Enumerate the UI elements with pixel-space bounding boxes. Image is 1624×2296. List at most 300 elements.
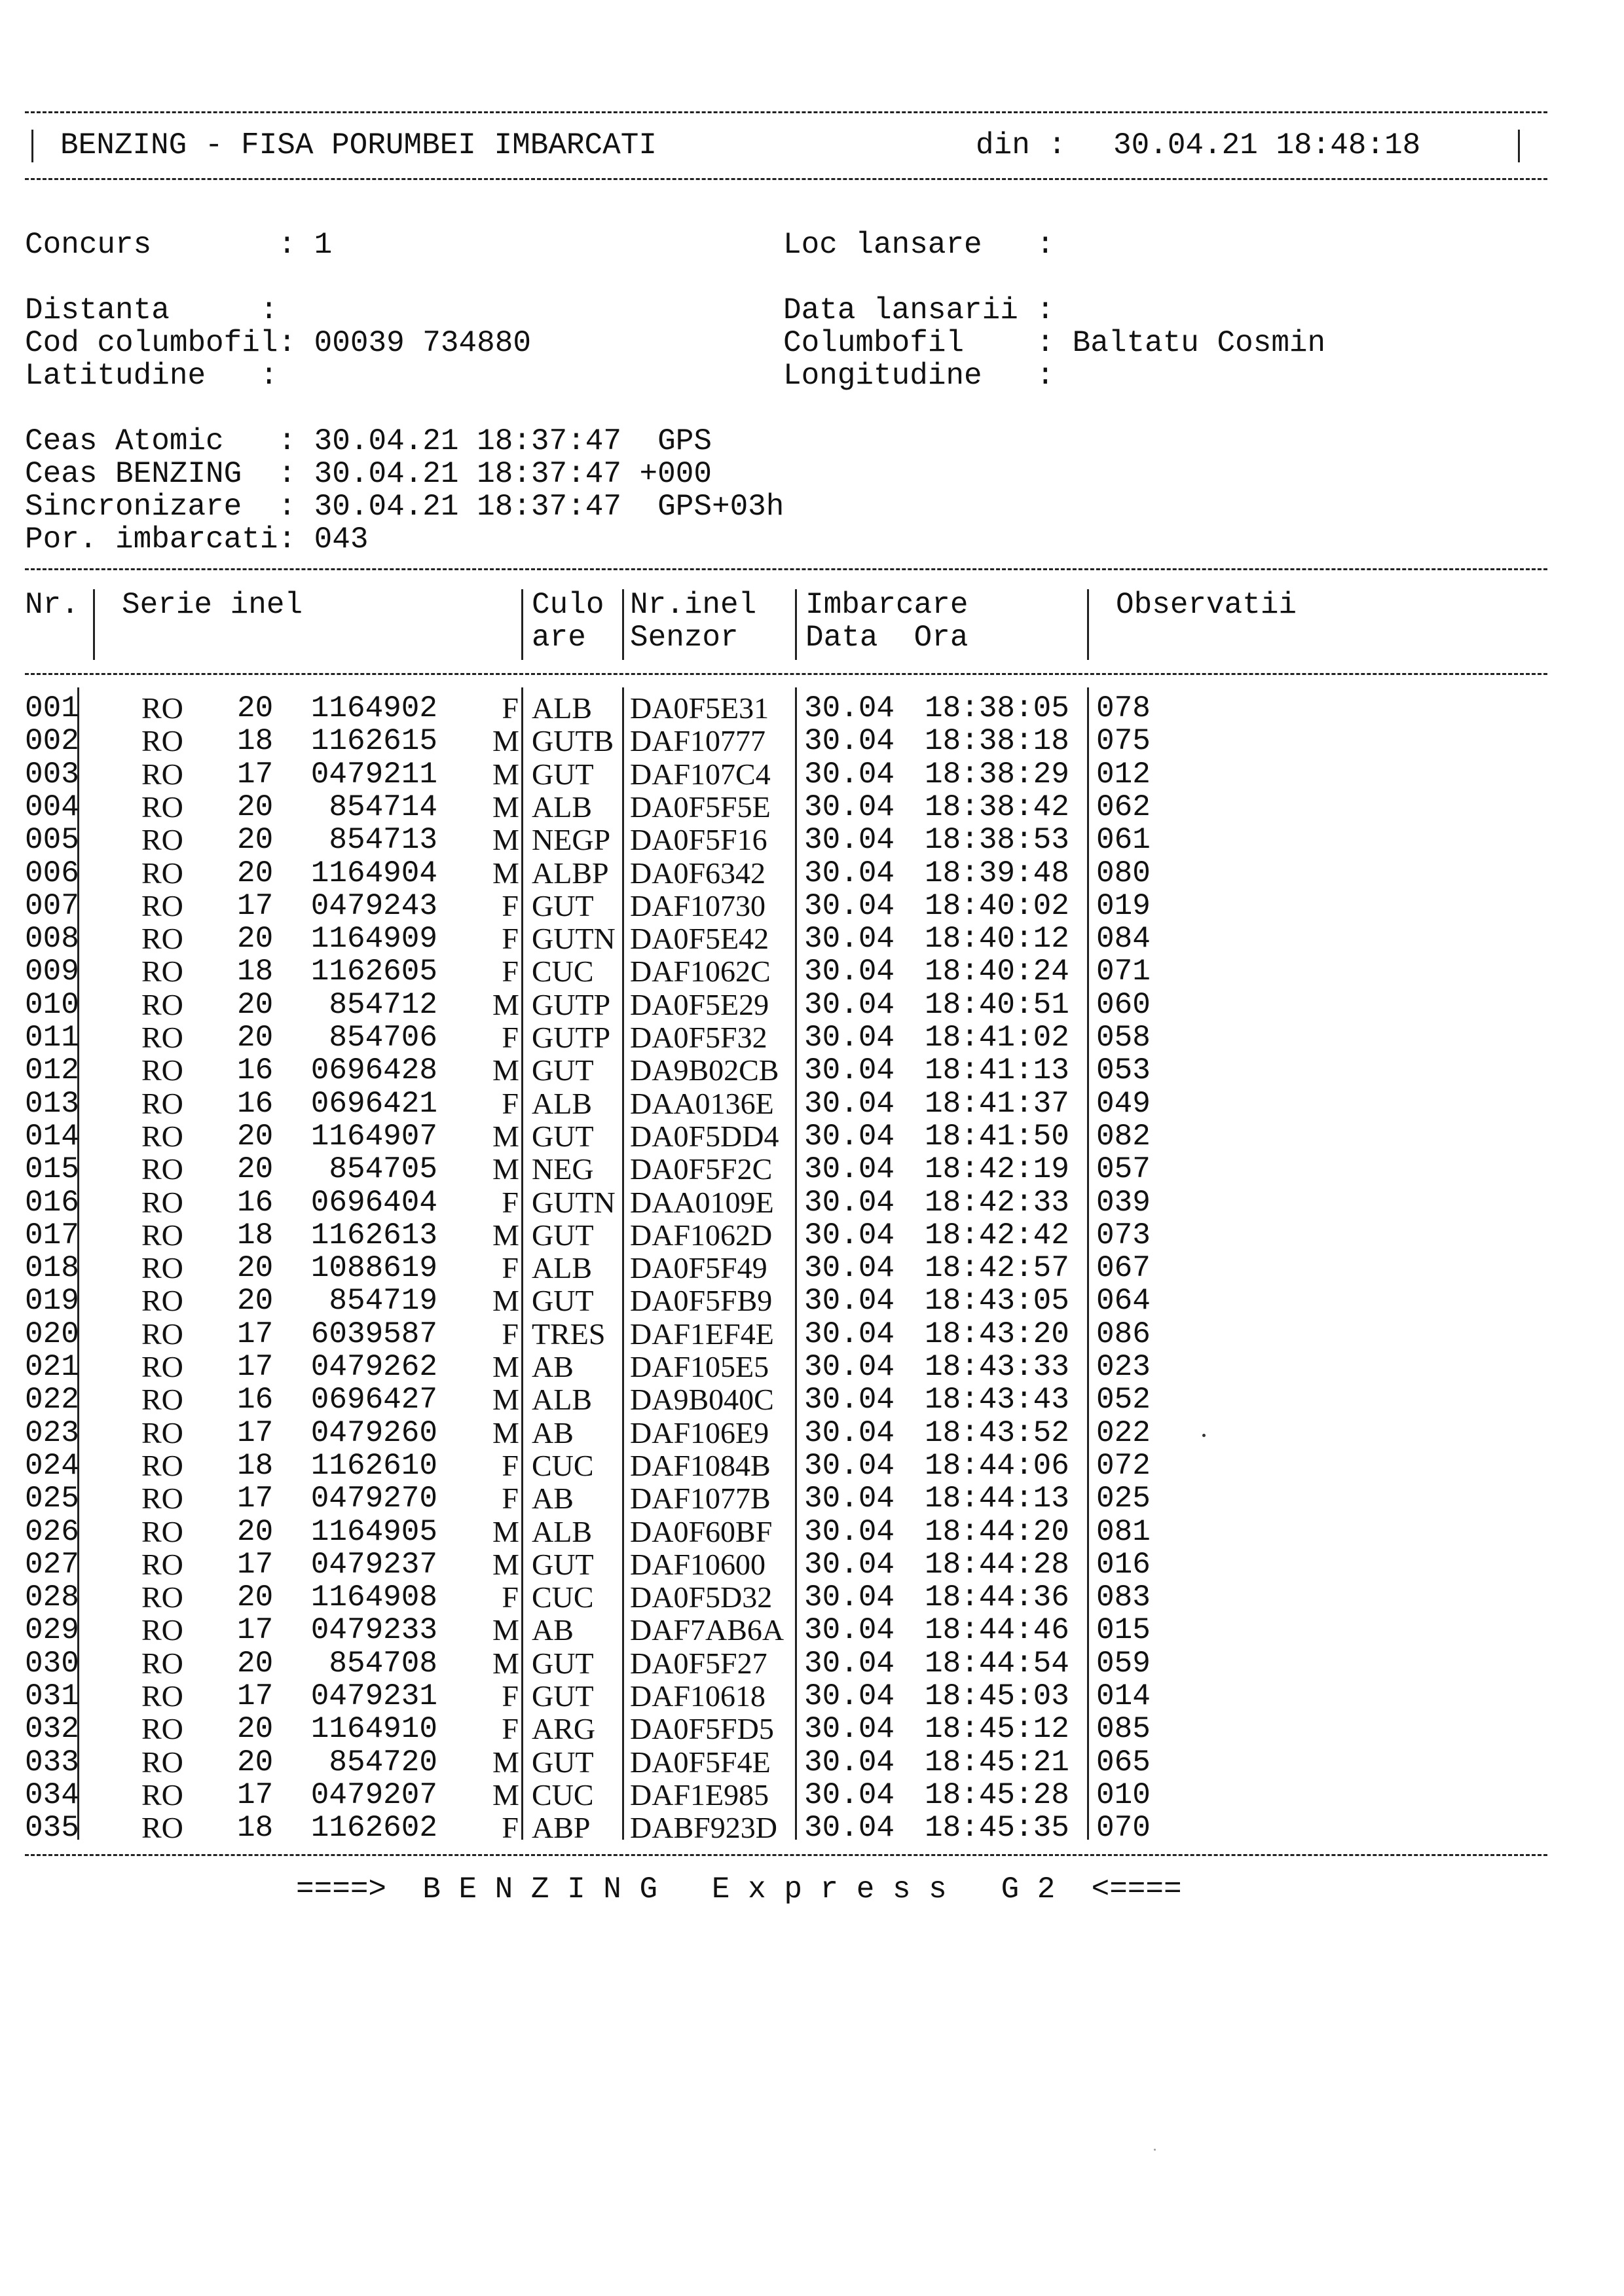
- cell-senzor: DA0F5E29: [630, 987, 769, 1021]
- cell-culoare: ALB: [532, 1251, 592, 1285]
- cell-an: 20: [237, 1514, 274, 1549]
- cell-tara: RO: [141, 1547, 183, 1581]
- cell-an: 17: [237, 1547, 274, 1582]
- col-nr-header: Nr.: [25, 588, 79, 622]
- cell-inel: 1164904: [310, 856, 437, 890]
- cell-inel: 854719: [329, 1284, 437, 1319]
- cell-inel: 854705: [329, 1152, 437, 1187]
- cell-sex: F: [502, 1317, 519, 1351]
- cell-culoare: ARG: [532, 1712, 596, 1746]
- cell-culoare: GUT: [532, 1218, 594, 1252]
- cell-inel: 0479270: [310, 1482, 437, 1516]
- cell-sex: M: [492, 823, 519, 857]
- cell-culoare: GUT: [532, 1745, 594, 1779]
- cell-an: 20: [237, 1712, 274, 1747]
- cell-senzor: DAF107C4: [630, 757, 771, 791]
- cell-data: 30.04: [804, 1613, 895, 1648]
- cell-culoare: GUTN: [532, 1185, 616, 1219]
- cell-sex: M: [492, 1547, 519, 1581]
- cell-nr: 004: [25, 790, 79, 824]
- cell-senzor: DA0F5FD5: [630, 1712, 774, 1746]
- cell-obs: 065: [1096, 1745, 1151, 1779]
- cell-tara: RO: [141, 1415, 183, 1449]
- cell-obs: 014: [1096, 1679, 1151, 1713]
- cell-tara: RO: [141, 1448, 183, 1482]
- cell-senzor: DA0F5F4E: [630, 1745, 771, 1779]
- cell-culoare: ALB: [532, 1514, 592, 1548]
- cell-an: 20: [237, 1580, 274, 1615]
- cell-culoare: CUC: [532, 1448, 594, 1482]
- cell-nr: 024: [25, 1448, 79, 1483]
- cell-senzor: DA0F5F32: [630, 1021, 767, 1054]
- cell-data: 30.04: [804, 856, 895, 890]
- cell-nr: 013: [25, 1086, 79, 1121]
- cell-an: 20: [237, 1021, 274, 1055]
- cell-obs: 053: [1096, 1053, 1151, 1088]
- cell-data: 30.04: [804, 790, 895, 824]
- cell-inel: 1164907: [310, 1119, 437, 1154]
- cell-senzor: DAF1E985: [630, 1777, 769, 1812]
- cell-inel: 0696404: [310, 1185, 437, 1220]
- cell-culoare: AB: [532, 1415, 574, 1449]
- report-datetime: 30.04.21 18:48:18: [1113, 128, 1421, 162]
- cell-ora: 18:43:20: [925, 1317, 1069, 1351]
- cell-senzor: DA0F5E42: [630, 922, 769, 956]
- cell-an: 17: [237, 1482, 274, 1516]
- cell-data: 30.04: [804, 1415, 895, 1450]
- cell-nr: 016: [25, 1185, 79, 1220]
- cell-senzor: DAA0109E: [630, 1185, 774, 1219]
- cell-data: 30.04: [804, 1218, 895, 1252]
- cell-obs: 080: [1096, 856, 1151, 890]
- col-data-ora-header: Data Ora: [805, 621, 969, 655]
- cell-tara: RO: [141, 1317, 183, 1351]
- cell-data: 30.04: [804, 922, 895, 957]
- cell-senzor: DA0F5E31: [630, 691, 769, 725]
- cell-data: 30.04: [804, 1119, 895, 1154]
- cell-sex: F: [502, 1712, 519, 1746]
- cell-sex: F: [502, 1251, 519, 1285]
- cell-culoare: GUT: [532, 1284, 594, 1318]
- col-imbarcare-header: Imbarcare: [805, 588, 969, 622]
- latitudine-field: Latitudine :: [25, 359, 278, 393]
- cell-nr: 026: [25, 1514, 79, 1549]
- cell-tara: RO: [141, 1482, 183, 1516]
- cell-obs: 067: [1096, 1251, 1151, 1286]
- cell-tara: RO: [141, 1086, 183, 1120]
- divider: [25, 568, 1547, 570]
- cell-nr: 019: [25, 1284, 79, 1319]
- cell-senzor: DAF106E9: [630, 1415, 769, 1449]
- scan-speck: [1202, 1434, 1206, 1437]
- cell-obs: 025: [1096, 1482, 1151, 1516]
- cell-culoare: GUTN: [532, 922, 616, 956]
- cell-ora: 18:41:50: [925, 1119, 1069, 1154]
- cell-data: 30.04: [804, 1317, 895, 1351]
- cell-ora: 18:43:43: [925, 1383, 1069, 1417]
- cell-nr: 010: [25, 987, 79, 1022]
- cell-inel: 0479243: [310, 888, 437, 923]
- cell-nr: 001: [25, 691, 79, 725]
- cell-tara: RO: [141, 1383, 183, 1417]
- cell-ora: 18:44:28: [925, 1547, 1069, 1582]
- cell-sex: F: [502, 1021, 519, 1054]
- cell-sex: M: [492, 856, 519, 890]
- cell-tara: RO: [141, 1646, 183, 1680]
- cell-ora: 18:38:05: [925, 691, 1069, 725]
- cell-inel: 0479237: [310, 1547, 437, 1582]
- cell-senzor: DA0F5F5E: [630, 790, 771, 824]
- cell-senzor: DAF1077B: [630, 1482, 771, 1516]
- cell-inel: 1162610: [310, 1448, 437, 1483]
- cell-senzor: DA0F60BF: [630, 1514, 773, 1548]
- cell-culoare: GUTB: [532, 724, 614, 758]
- cell-inel: 0696421: [310, 1086, 437, 1121]
- vertical-rule: [31, 130, 33, 162]
- cell-tara: RO: [141, 1185, 183, 1219]
- cell-senzor: DA0F5FB9: [630, 1284, 773, 1318]
- cell-data: 30.04: [804, 757, 895, 792]
- cell-culoare: GUT: [532, 1547, 594, 1581]
- cell-inel: 0479211: [310, 757, 437, 792]
- cell-nr: 014: [25, 1119, 79, 1154]
- cell-sex: F: [502, 691, 519, 725]
- cell-inel: 854714: [329, 790, 437, 824]
- loc-lansare-field: Loc lansare :: [783, 228, 1055, 262]
- cell-obs: 064: [1096, 1284, 1151, 1319]
- cell-nr: 023: [25, 1415, 79, 1450]
- cell-obs: 086: [1096, 1317, 1151, 1351]
- cell-senzor: DA9B02CB: [630, 1053, 779, 1087]
- cell-tara: RO: [141, 1284, 183, 1318]
- cell-data: 30.04: [804, 1251, 895, 1286]
- cell-senzor: DA0F5DD4: [630, 1119, 779, 1153]
- column-rule: [1087, 589, 1089, 660]
- cell-data: 30.04: [804, 1580, 895, 1615]
- cell-nr: 006: [25, 856, 79, 890]
- cell-inel: 854720: [329, 1745, 437, 1779]
- cell-obs: 078: [1096, 691, 1151, 725]
- cell-data: 30.04: [804, 1547, 895, 1582]
- cell-senzor: DA0F5F2C: [630, 1152, 773, 1186]
- cell-ora: 18:45:35: [925, 1811, 1069, 1846]
- cell-culoare: ALB: [532, 790, 592, 824]
- cell-nr: 007: [25, 888, 79, 923]
- cell-ora: 18:40:02: [925, 888, 1069, 923]
- cell-culoare: GUT: [532, 1679, 594, 1713]
- cell-data: 30.04: [804, 724, 895, 759]
- cell-obs: 071: [1096, 955, 1151, 989]
- cell-data: 30.04: [804, 1284, 895, 1319]
- cell-inel: 6039587: [310, 1317, 437, 1351]
- column-rule: [795, 589, 797, 660]
- cell-ora: 18:40:12: [925, 922, 1069, 957]
- cell-tara: RO: [141, 1777, 183, 1812]
- cell-obs: 075: [1096, 724, 1151, 759]
- cell-sex: M: [492, 987, 519, 1021]
- cell-ora: 18:45:12: [925, 1712, 1069, 1747]
- cell-senzor: DAF10618: [630, 1679, 766, 1713]
- cell-tara: RO: [141, 1251, 183, 1285]
- cell-senzor: DA0F5D32: [630, 1580, 773, 1614]
- cell-nr: 003: [25, 757, 79, 792]
- cell-sex: M: [492, 1053, 519, 1087]
- cell-culoare: NEG: [532, 1152, 594, 1186]
- col-nr-inel-header: Nr.inel: [630, 588, 757, 622]
- cell-inel: 1164908: [310, 1580, 437, 1615]
- cell-obs: 083: [1096, 1580, 1151, 1615]
- cell-inel: 0479231: [310, 1679, 437, 1713]
- cell-data: 30.04: [804, 888, 895, 923]
- cell-tara: RO: [141, 1613, 183, 1647]
- cell-an: 20: [237, 823, 274, 858]
- cell-obs: 081: [1096, 1514, 1151, 1549]
- cell-an: 17: [237, 1317, 274, 1351]
- date-label: din :: [976, 128, 1067, 162]
- cell-senzor: DA0F5F27: [630, 1646, 767, 1680]
- cell-obs: 084: [1096, 922, 1151, 957]
- cell-an: 20: [237, 1745, 274, 1779]
- cell-inel: 1088619: [310, 1251, 437, 1286]
- cell-culoare: ALB: [532, 1086, 592, 1120]
- cell-tara: RO: [141, 1712, 183, 1746]
- cell-ora: 18:43:05: [925, 1284, 1069, 1319]
- cell-culoare: GUTP: [532, 1021, 611, 1054]
- cell-obs: 061: [1096, 823, 1151, 858]
- cell-inel: 1162602: [310, 1811, 437, 1846]
- cell-nr: 032: [25, 1712, 79, 1747]
- cell-sex: F: [502, 922, 519, 956]
- cell-inel: 0479260: [310, 1415, 437, 1450]
- divider: [25, 111, 1547, 113]
- cell-nr: 022: [25, 1383, 79, 1417]
- cell-sex: M: [492, 724, 519, 758]
- cell-ora: 18:45:21: [925, 1745, 1069, 1779]
- cell-tara: RO: [141, 1514, 183, 1548]
- cell-data: 30.04: [804, 1811, 895, 1846]
- cell-data: 30.04: [804, 691, 895, 725]
- cell-sex: F: [502, 888, 519, 922]
- cell-ora: 18:41:13: [925, 1053, 1069, 1088]
- por-imbarcati-field: Por. imbarcati: 043: [25, 522, 369, 556]
- cell-sex: M: [492, 1415, 519, 1449]
- cell-obs: 058: [1096, 1021, 1151, 1055]
- scan-speck: [1154, 2149, 1156, 2151]
- cell-tara: RO: [141, 1580, 183, 1614]
- cell-an: 18: [237, 1448, 274, 1483]
- cell-inel: 854712: [329, 987, 437, 1022]
- cell-an: 16: [237, 1053, 274, 1088]
- ceas-benzing-field: Ceas BENZING : 30.04.21 18:37:47 +000: [25, 457, 712, 491]
- cell-tara: RO: [141, 790, 183, 824]
- cell-nr: 002: [25, 724, 79, 759]
- cell-tara: RO: [141, 823, 183, 857]
- cell-obs: 039: [1096, 1185, 1151, 1220]
- cell-sex: F: [502, 1086, 519, 1120]
- cell-tara: RO: [141, 1811, 183, 1845]
- cell-ora: 18:44:13: [925, 1482, 1069, 1516]
- cell-data: 30.04: [804, 1086, 895, 1121]
- cell-inel: 854713: [329, 823, 437, 858]
- cell-tara: RO: [141, 987, 183, 1021]
- cell-obs: 022: [1096, 1415, 1151, 1450]
- cell-an: 16: [237, 1383, 274, 1417]
- cell-ora: 18:43:33: [925, 1350, 1069, 1384]
- cell-an: 16: [237, 1185, 274, 1220]
- cell-ora: 18:38:42: [925, 790, 1069, 824]
- cell-sex: M: [492, 1613, 519, 1647]
- cell-data: 30.04: [804, 987, 895, 1022]
- cell-an: 20: [237, 790, 274, 824]
- cell-nr: 015: [25, 1152, 79, 1187]
- cell-sex: M: [492, 1152, 519, 1186]
- column-rule: [1087, 687, 1089, 1840]
- cell-inel: 0696428: [310, 1053, 437, 1088]
- cell-sex: M: [492, 1350, 519, 1383]
- cell-obs: 012: [1096, 757, 1151, 792]
- cell-sex: M: [492, 1383, 519, 1417]
- cell-sex: M: [492, 1646, 519, 1680]
- cell-data: 30.04: [804, 1448, 895, 1483]
- column-rule: [795, 687, 797, 1840]
- footer-brand: ====> B E N Z I N G E x p r e s s G 2 <====: [296, 1872, 1182, 1906]
- cell-senzor: DAF1062D: [630, 1218, 773, 1252]
- cell-sex: F: [502, 1448, 519, 1482]
- cell-senzor: DAA0136E: [630, 1086, 774, 1120]
- cell-ora: 18:42:19: [925, 1152, 1069, 1187]
- cell-data: 30.04: [804, 1053, 895, 1088]
- cell-inel: 854708: [329, 1646, 437, 1681]
- cell-inel: 0479233: [310, 1613, 437, 1648]
- cell-ora: 18:38:29: [925, 757, 1069, 792]
- cell-sex: F: [502, 955, 519, 989]
- cell-culoare: ALB: [532, 1383, 592, 1417]
- column-rule: [622, 687, 624, 1840]
- cell-obs: 072: [1096, 1448, 1151, 1483]
- longitudine-field: Longitudine :: [783, 359, 1055, 393]
- cell-culoare: AB: [532, 1350, 574, 1383]
- concurs-field: Concurs : 1: [25, 228, 333, 262]
- cell-nr: 021: [25, 1350, 79, 1384]
- cell-inel: 1164905: [310, 1514, 437, 1549]
- cell-obs: 015: [1096, 1613, 1151, 1648]
- cell-senzor: DAF1062C: [630, 955, 771, 989]
- cell-sex: M: [492, 1284, 519, 1318]
- cell-ora: 18:38:18: [925, 724, 1069, 759]
- cell-ora: 18:44:06: [925, 1448, 1069, 1483]
- cell-sex: M: [492, 1745, 519, 1779]
- cell-culoare: GUT: [532, 1053, 594, 1087]
- cell-an: 18: [237, 955, 274, 989]
- cell-an: 20: [237, 856, 274, 890]
- cell-nr: 017: [25, 1218, 79, 1252]
- cell-culoare: GUT: [532, 1646, 594, 1680]
- cell-senzor: DA0F5F49: [630, 1251, 767, 1285]
- cell-an: 18: [237, 1811, 274, 1846]
- cell-ora: 18:42:42: [925, 1218, 1069, 1252]
- cell-an: 17: [237, 1777, 274, 1812]
- cell-tara: RO: [141, 1152, 183, 1186]
- cell-obs: 062: [1096, 790, 1151, 824]
- cell-culoare: GUT: [532, 757, 594, 791]
- cell-data: 30.04: [804, 1152, 895, 1187]
- cell-an: 20: [237, 1646, 274, 1681]
- cell-an: 20: [237, 691, 274, 725]
- cell-nr: 025: [25, 1482, 79, 1516]
- cell-an: 17: [237, 1350, 274, 1384]
- cell-culoare: CUC: [532, 1777, 594, 1812]
- cell-ora: 18:40:51: [925, 987, 1069, 1022]
- column-rule: [622, 589, 624, 660]
- cell-obs: 057: [1096, 1152, 1151, 1187]
- cell-data: 30.04: [804, 1646, 895, 1681]
- cell-tara: RO: [141, 724, 183, 758]
- cell-sex: F: [502, 1580, 519, 1614]
- cell-culoare: TRES: [532, 1317, 606, 1351]
- cell-an: 20: [237, 922, 274, 957]
- cell-culoare: ALBP: [532, 856, 609, 890]
- cell-data: 30.04: [804, 1021, 895, 1055]
- cell-sex: M: [492, 757, 519, 791]
- cell-sex: M: [492, 1514, 519, 1548]
- cell-senzor: DAF7AB6A: [630, 1613, 784, 1647]
- cell-inel: 1162613: [310, 1218, 437, 1252]
- cell-ora: 18:43:52: [925, 1415, 1069, 1450]
- cell-obs: 016: [1096, 1547, 1151, 1582]
- cell-tara: RO: [141, 955, 183, 989]
- cell-data: 30.04: [804, 1712, 895, 1747]
- cell-nr: 008: [25, 922, 79, 957]
- cell-tara: RO: [141, 888, 183, 922]
- cell-data: 30.04: [804, 1514, 895, 1549]
- cell-nr: 035: [25, 1811, 79, 1846]
- cell-nr: 020: [25, 1317, 79, 1351]
- cell-tara: RO: [141, 691, 183, 725]
- cell-tara: RO: [141, 1053, 183, 1087]
- cell-sex: M: [492, 1218, 519, 1252]
- cell-data: 30.04: [804, 1679, 895, 1713]
- cell-ora: 18:45:03: [925, 1679, 1069, 1713]
- cell-culoare: ALB: [532, 691, 592, 725]
- cell-culoare: GUTP: [532, 987, 611, 1021]
- cell-ora: 18:40:24: [925, 955, 1069, 989]
- cell-data: 30.04: [804, 1777, 895, 1812]
- cell-ora: 18:39:48: [925, 856, 1069, 890]
- cell-senzor: DAF10777: [630, 724, 766, 758]
- cell-sex: M: [492, 1777, 519, 1812]
- cell-sex: F: [502, 1482, 519, 1516]
- cell-data: 30.04: [804, 1383, 895, 1417]
- cell-obs: 082: [1096, 1119, 1151, 1154]
- cell-an: 18: [237, 724, 274, 759]
- cell-ora: 18:44:54: [925, 1646, 1069, 1681]
- cell-inel: 0696427: [310, 1383, 437, 1417]
- cell-nr: 011: [25, 1021, 79, 1055]
- cell-ora: 18:42:33: [925, 1185, 1069, 1220]
- cell-tara: RO: [141, 1350, 183, 1383]
- cell-culoare: AB: [532, 1613, 574, 1647]
- sincronizare-field: Sincronizare : 30.04.21 18:37:47 GPS+03h: [25, 490, 784, 524]
- divider: [25, 1854, 1547, 1856]
- cell-obs: 073: [1096, 1218, 1151, 1252]
- cell-an: 18: [237, 1218, 274, 1252]
- col-observatii-header: Observatii: [1116, 588, 1297, 622]
- cell-senzor: DAF105E5: [630, 1350, 769, 1383]
- cell-nr: 005: [25, 823, 79, 858]
- cell-inel: 0479262: [310, 1350, 437, 1384]
- column-rule: [93, 589, 95, 660]
- ceas-atomic-field: Ceas Atomic : 30.04.21 18:37:47 GPS: [25, 424, 712, 458]
